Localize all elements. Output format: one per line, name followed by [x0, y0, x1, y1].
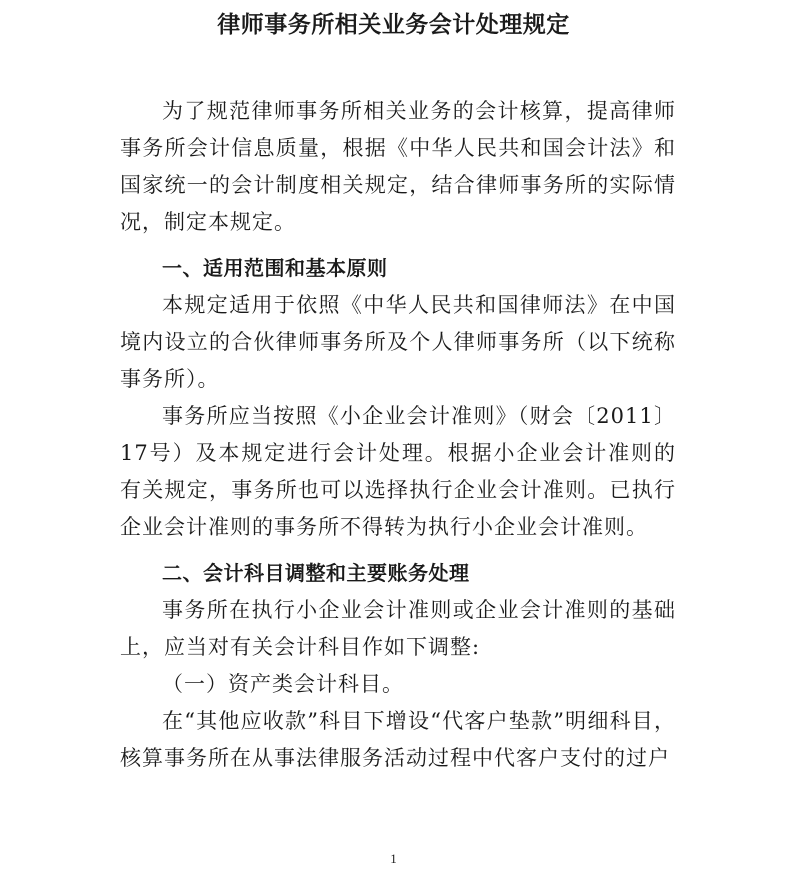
subsection-asset-accounts: （一）资产类会计科目。 — [162, 672, 404, 696]
scope-paragraph: 本规定适用于依照《中华人民共和国律师法》在中国境内设立的合伙律师事务所及个人律师事务所（以下统称事务所）。 — [120, 293, 676, 391]
adjustment-paragraph: 事务所在执行小企业会计准则或企业会计准则的基础上，应当对有关会计科目作如下调整: — [120, 598, 676, 659]
intro-paragraph: 为了规范律师事务所相关业务的会计核算，提高律师事务所会计信息质量，根据《中华人民共和国会计法》和国家统一的会计制度相关规定，结合律师事务所的实际情况，制定本规定。 — [120, 99, 676, 234]
section-heading-scope: 一、适用范围和基本原则 — [162, 256, 388, 280]
document-title: 律师事务所相关业务会计处理规定 — [217, 12, 570, 38]
page-number: 1 — [390, 851, 397, 866]
standards-paragraph: 事务所应当按照《小企业会计准则》（财会〔2011〕17号）及本规定进行会计处理。根据小企业会计准则的有关规定，事务所也可以选择执行企业会计准则。已执行企业会计准则的事务所不得转为执行小企业会计准则。 — [120, 404, 676, 539]
section-heading-accounts: 二、会计科目调整和主要账务处理 — [162, 561, 470, 585]
document-body — [120, 93, 676, 777]
receivables-paragraph: 在“其他应收款”科目下增设“代客户垫款”明细科目，核算事务所在从事法律服务活动过程中代客户支付的过户 — [120, 709, 676, 770]
